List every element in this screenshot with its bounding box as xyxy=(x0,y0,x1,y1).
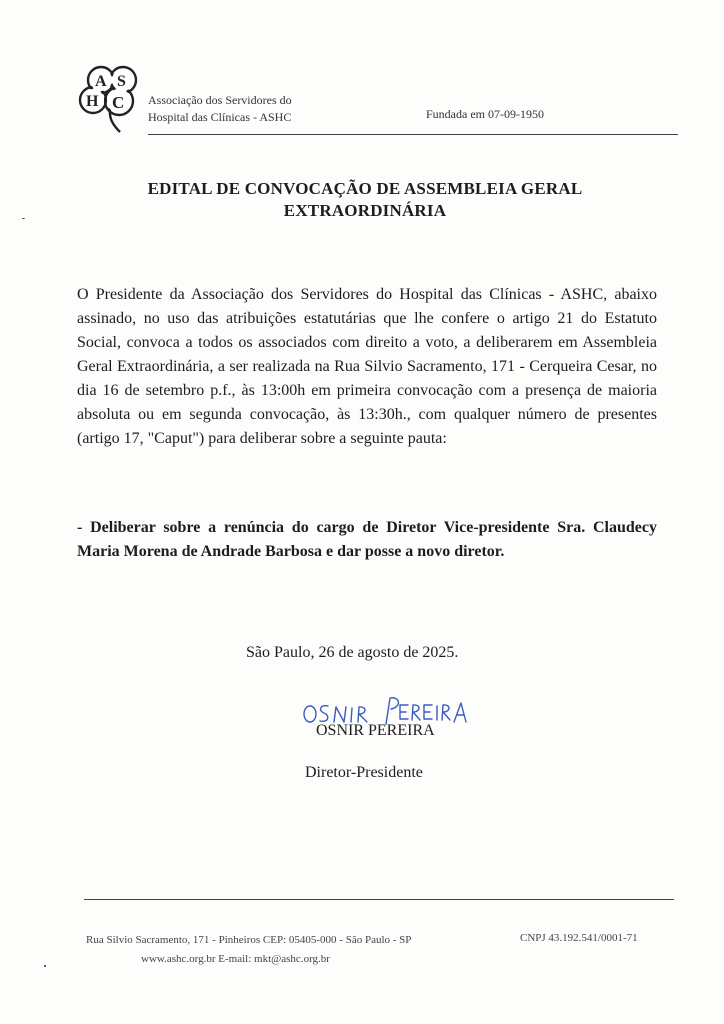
footer-web-email: www.ashc.org.br E-mail: mkt@ashc.org.br xyxy=(141,953,330,965)
ashc-clover-logo xyxy=(76,60,148,136)
footer-divider xyxy=(84,899,674,900)
organization-name xyxy=(148,92,348,126)
footer-cnpj: CNPJ 43.192.541/0001-71 xyxy=(520,932,638,944)
signer-name: OSNIR PEREIRA xyxy=(316,722,435,739)
document-title xyxy=(80,178,650,222)
title-line1: EDITAL DE CONVOCAÇÃO DE ASSEMBLEIA GERAL xyxy=(147,179,583,198)
svg-text:H: H xyxy=(86,93,99,110)
place-and-date: São Paulo, 26 de agosto de 2025. xyxy=(246,644,459,661)
agenda-item: - Deliberar sobre a renúncia do cargo de Diretor Vice-presidente Sra. Claudecy Maria Morena de Andrade Barbosa e dar posse a novo diretor. xyxy=(77,519,657,560)
signer-role: Diretor-Presidente xyxy=(305,764,423,781)
org-name-line2: Hospital das Clínicas - ASHC xyxy=(148,110,292,124)
convocation-paragraph: O Presidente da Associação dos Servidores do Hospital das Clínicas - ASHC, abaixo assinado, no uso das atribuições estatutárias que lhe confere o artigo 21 do Estatuto Social, convoca a todos os associados com direito a voto, a deliberarem em Assembleia Geral Extraordinária, a ser realizada na Rua Silvio Sacramento, 171 - Cerqueira Cesar, no dia 16 de setembro p.f., às 13:00h em primeira convocação com a presença de maioria absoluta ou em segunda convocação, às 13:30h., com qualquer número de presentes (artigo 17, "Caput") para deliberar sobre a seguinte pauta: xyxy=(77,286,657,447)
svg-text:A: A xyxy=(95,73,107,90)
founded-date: Fundada em 07-09-1950 xyxy=(426,107,544,121)
org-name-line1: Associação dos Servidores do xyxy=(148,93,292,107)
scan-speck xyxy=(22,218,25,219)
header-divider xyxy=(148,134,678,135)
scan-speck xyxy=(44,965,46,967)
footer-address: Rua Silvio Sacramento, 171 - Pinheiros CEP: 05405-000 - São Paulo - SP xyxy=(86,934,412,946)
svg-text:C: C xyxy=(112,93,125,112)
title-line2: EXTRAORDINÁRIA xyxy=(283,201,447,220)
svg-text:S: S xyxy=(117,73,126,90)
